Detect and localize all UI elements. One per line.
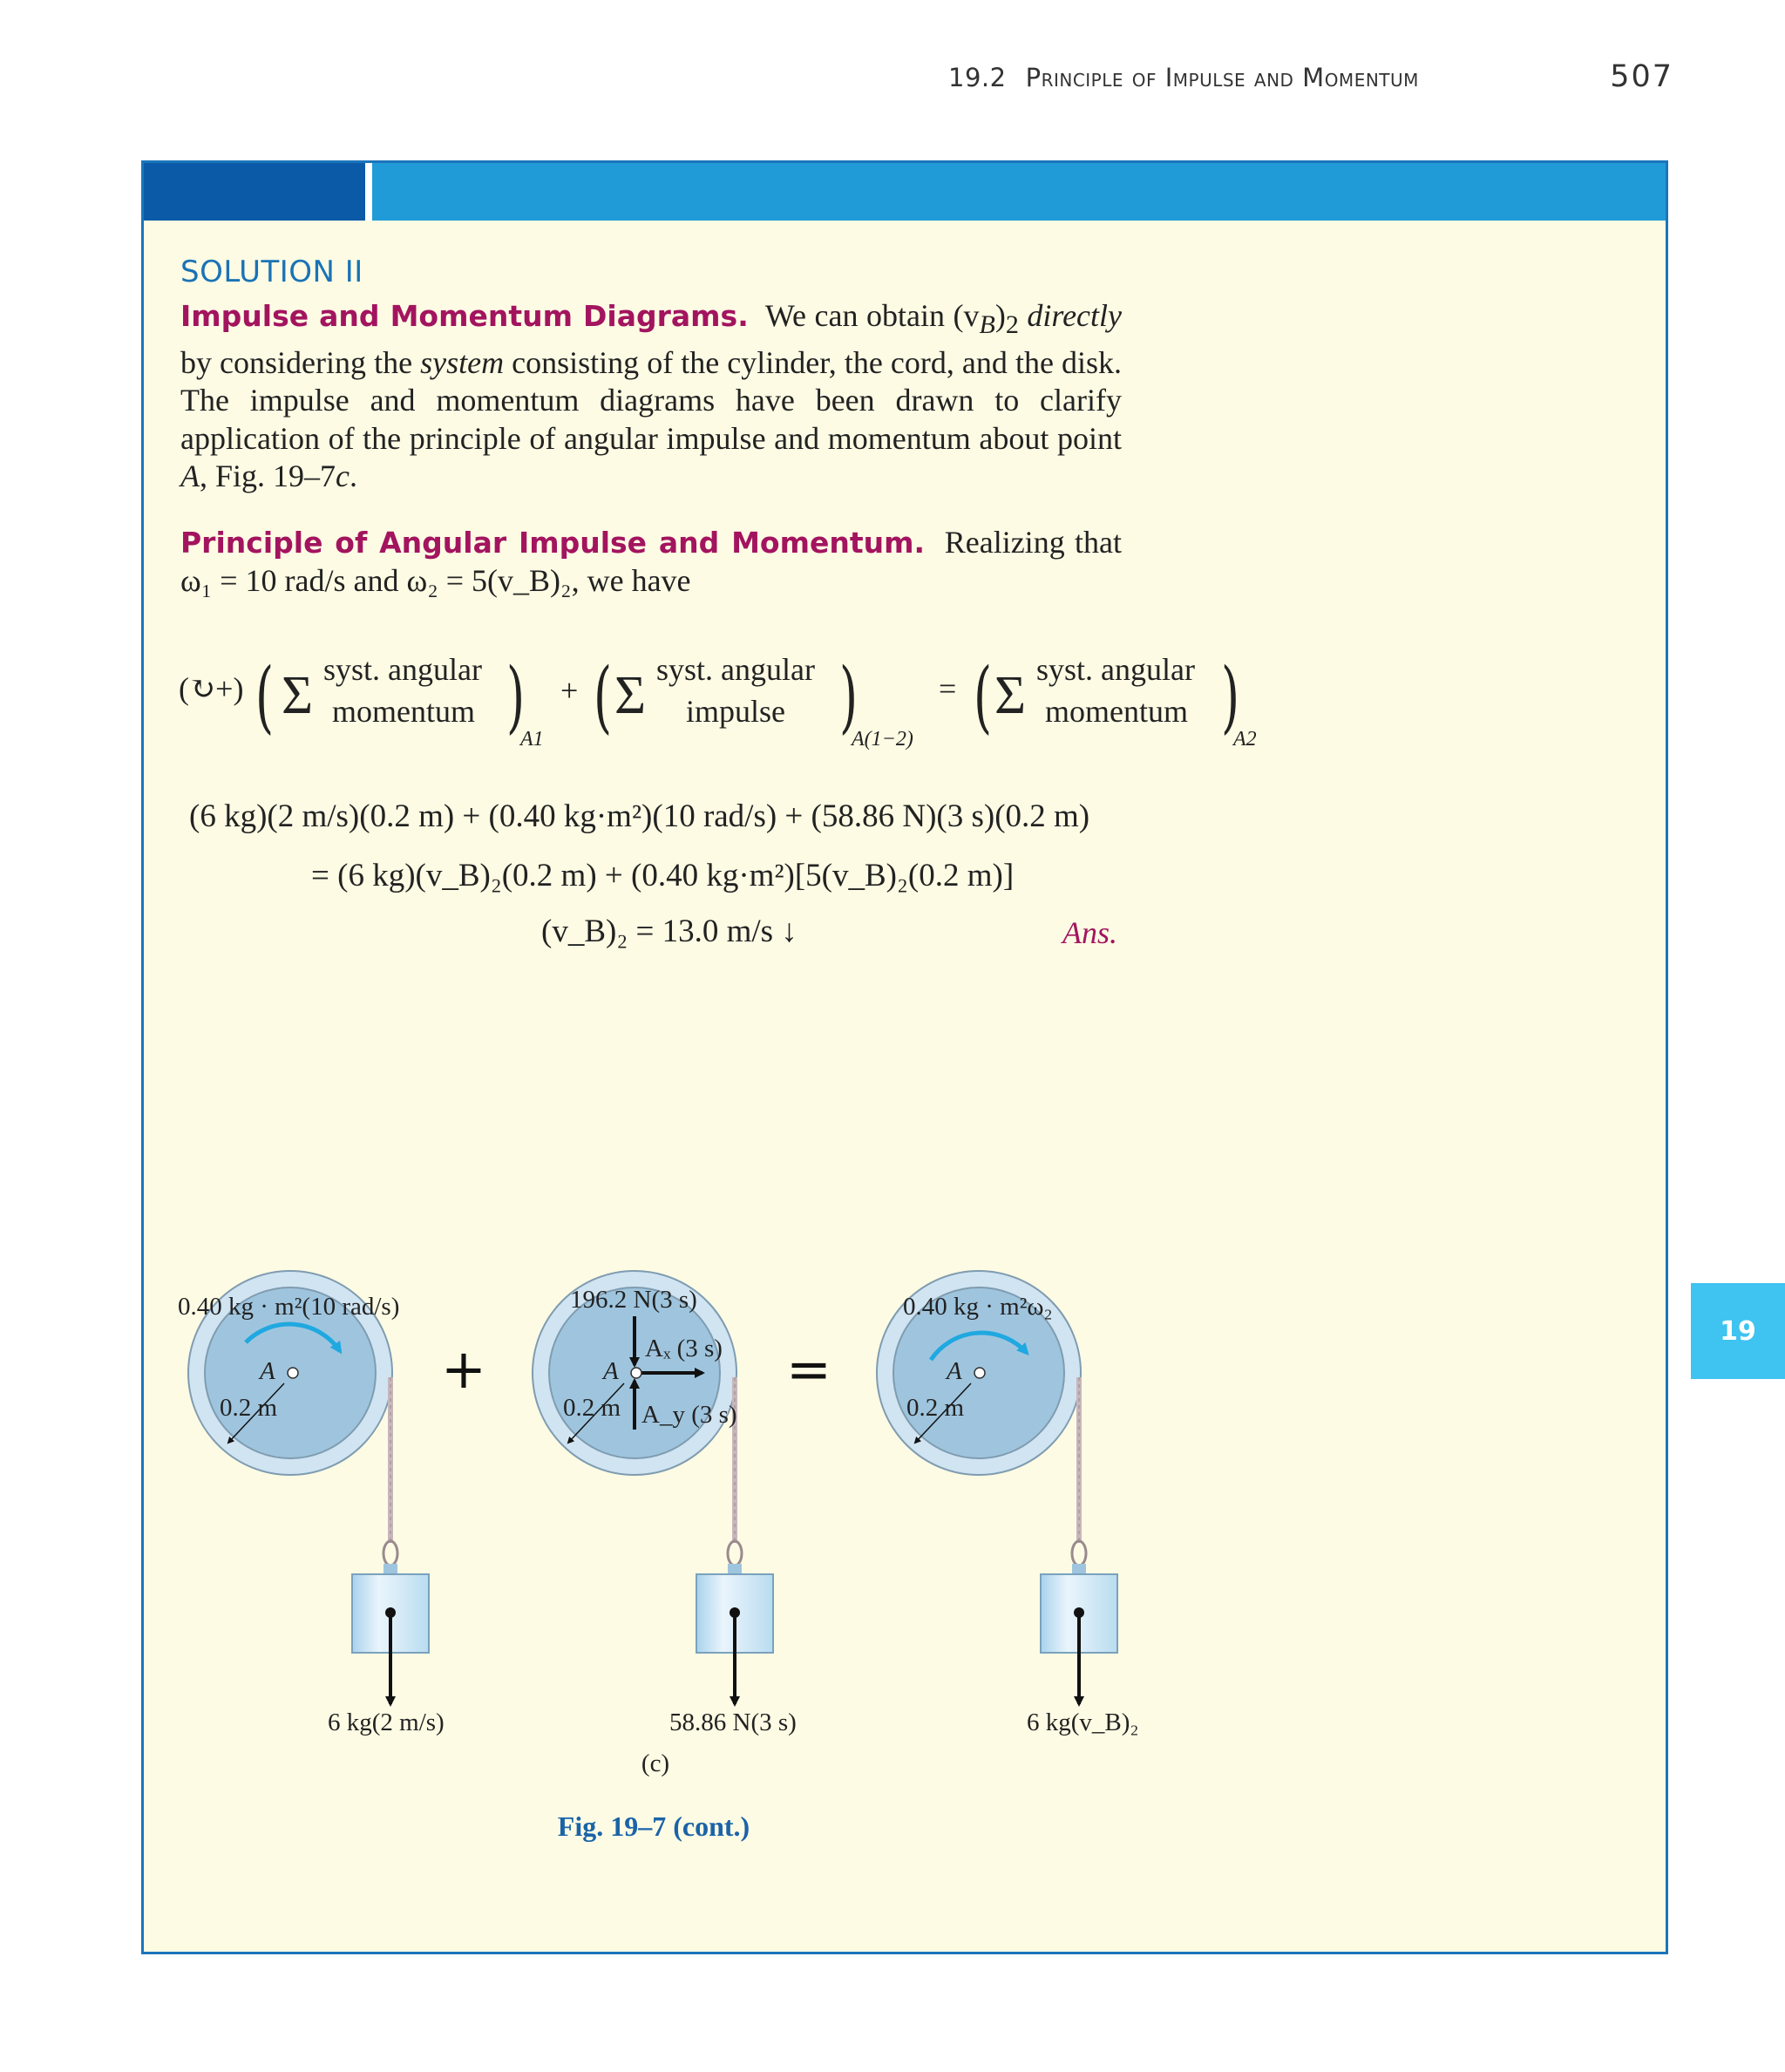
- eq-term3-top: syst. angular: [1036, 652, 1195, 687]
- d2-bottom-label: 58.86 N(3 s): [669, 1709, 797, 1736]
- eq-paren-open-2: (: [594, 651, 613, 743]
- eq-term1-bottom: momentum: [332, 694, 475, 729]
- figure-part-label: (c): [641, 1749, 670, 1777]
- para2-text: Realizing that ω₁ = 10 rad/s and ω₂ = 5(v_B)₂, we have: [180, 525, 1123, 598]
- para1-end: .: [350, 459, 358, 494]
- eq-term2-top: syst. angular: [656, 652, 815, 687]
- d2-ay-label: A_y (3 s): [641, 1401, 737, 1429]
- page-number: 507: [1610, 59, 1673, 94]
- para1-text-b: ): [994, 298, 1006, 333]
- d3-radius-label: 0.2 m: [906, 1394, 965, 1422]
- pin-a: [288, 1368, 298, 1378]
- equation-line-3: (v_B)₂ = 13.0 m/s ↓: [541, 914, 797, 949]
- d3-bottom-label: 6 kg(v_B)₂: [1027, 1709, 1139, 1736]
- para1-point-a: A: [180, 459, 200, 494]
- eq-paren-open-1: (: [255, 651, 275, 743]
- para2-heading: Principle of Angular Impulse and Momentum.: [180, 526, 926, 560]
- plus-sign: +: [441, 1337, 486, 1401]
- solution-title: SOLUTION II: [180, 255, 363, 289]
- para1-text-c: by considering the: [180, 344, 421, 380]
- pin-a: [974, 1368, 985, 1378]
- d2-top-label: 196.2 N(3 s): [570, 1286, 697, 1314]
- para1-heading: Impulse and Momentum Diagrams.: [180, 299, 749, 333]
- d2-point-a: A: [603, 1357, 619, 1385]
- d1-radius-label: 0.2 m: [220, 1394, 278, 1422]
- figure-caption: Fig. 19–7 (cont.): [557, 1810, 750, 1842]
- para1-text-a: We can obtain (v: [764, 298, 980, 333]
- d1-point-a: A: [260, 1357, 275, 1385]
- d3-top-label: 0.40 kg · m²ω₂: [903, 1293, 1053, 1321]
- equation-line-2: = (6 kg)(v_B)₂(0.2 m) + (0.40 kg·m²)[5(v_B)₂(0.2 m)]: [311, 858, 1015, 893]
- diagram-final-momentum: [877, 1271, 1139, 1736]
- d1-bottom-label: 6 kg(2 m/s): [328, 1709, 445, 1736]
- cord-hook: [728, 1541, 742, 1566]
- eq-term1-top: syst. angular: [323, 652, 482, 687]
- eq-paren-open-3: (: [974, 651, 993, 743]
- answer-label: Ans.: [1062, 915, 1117, 950]
- equation-line-1: (6 kg)(2 m/s)(0.2 m) + (0.40 kg·m²)(10 rad/s) + (58.86 N)(3 s)(0.2 m): [189, 798, 1090, 834]
- eq-paren-close-3: ): [1221, 651, 1240, 743]
- d2-ax-label: Aₓ (3 s): [645, 1335, 723, 1362]
- d1-top-label: 0.40 kg · m²(10 rad/s): [178, 1293, 400, 1321]
- eq-sub2: A(1−2): [852, 728, 913, 751]
- diagram-impulse: [533, 1271, 797, 1736]
- eq-sigma-2: Σ: [614, 666, 647, 725]
- eq-paren-close-2: ): [839, 651, 859, 743]
- eq-equals: =: [939, 671, 957, 706]
- para1-text-e: , Fig. 19–7: [200, 459, 336, 494]
- eq-term3-bottom: momentum: [1045, 694, 1188, 729]
- eq-term2-bottom: impulse: [686, 694, 785, 729]
- para1-subscript-2: 2: [1005, 310, 1019, 340]
- para1-text-d: consisting of the cylinder, the cord, and the disk. The impulse and momentum diagrams have been drawn to clarify application of the principle of angular impulse and momentum about point: [180, 344, 1122, 456]
- eq-plus: +: [560, 673, 579, 708]
- chapter-tab: 19: [1691, 1283, 1785, 1379]
- section-title: Principle of Impulse and Momentum: [1025, 63, 1419, 92]
- eq-sub3: A2: [1233, 728, 1257, 751]
- d3-point-a: A: [947, 1357, 962, 1385]
- eq-paren-close-1: ): [506, 651, 526, 743]
- equals-sign: =: [786, 1337, 831, 1401]
- para1-fig-c: c: [336, 459, 350, 494]
- eq-sigma-1: Σ: [282, 666, 314, 725]
- cord-hook: [383, 1541, 397, 1566]
- diagram-initial-momentum: [178, 1271, 445, 1736]
- cord-hook: [1072, 1541, 1086, 1566]
- pin-a: [631, 1368, 641, 1378]
- para1-directly: directly: [1018, 298, 1123, 333]
- eq-sign: (↻+): [179, 671, 244, 706]
- eq-sub1: A1: [520, 728, 544, 751]
- d2-radius-label: 0.2 m: [563, 1394, 621, 1422]
- para1-subscript-b: B: [979, 310, 995, 340]
- eq-sigma-3: Σ: [994, 666, 1027, 725]
- section-number: 19.2: [948, 63, 1007, 92]
- para1-system: system: [420, 344, 505, 380]
